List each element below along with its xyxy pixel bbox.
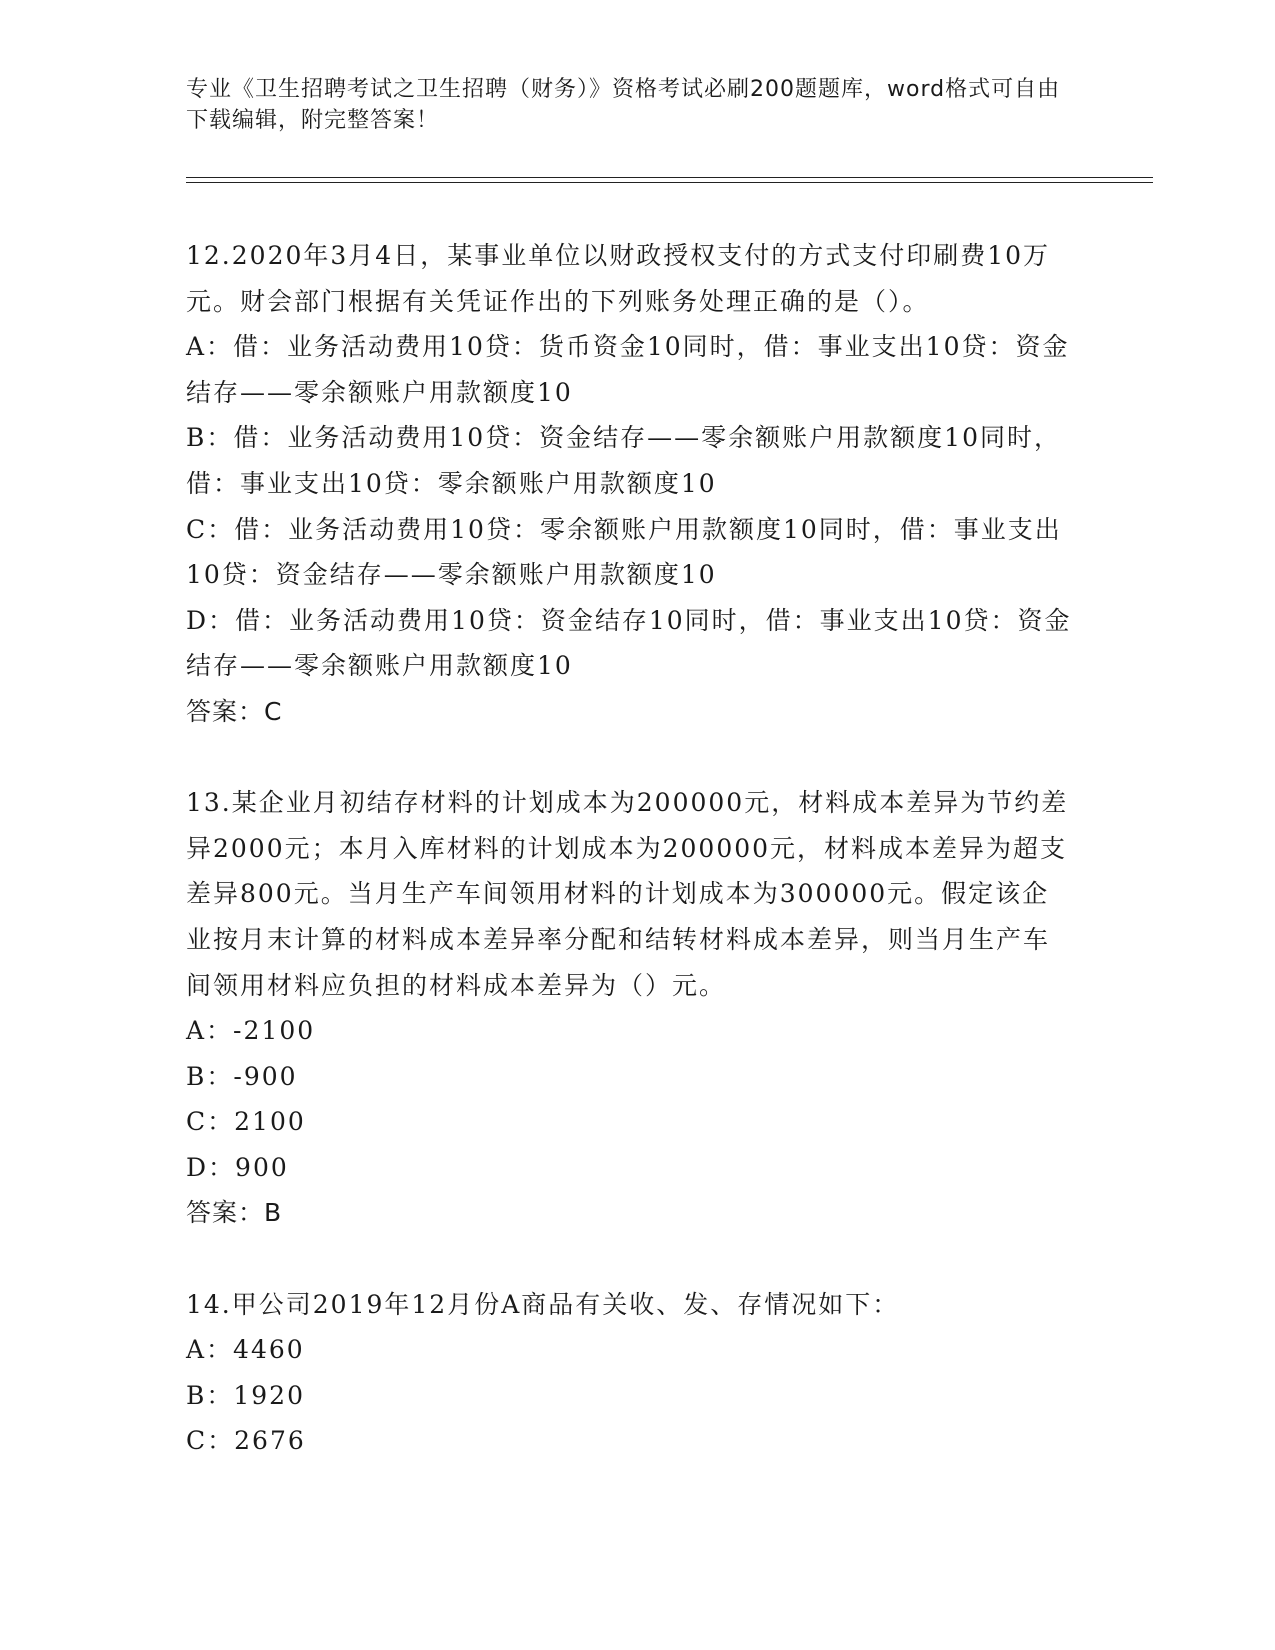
question-text: 13.某企业月初结存材料的计划成本为200000元，材料成本差异为节约差异2000元；本月入库材料的计划成本为200000元，材料成本差异为超支差异800元。当月生产车间领用材料的计划成本为300000元。假定该企业按月末计算的材料成本差异率分配和结转材料成本差异，则当月生产车间领用材料应负担的材料成本差异为（）元。: [186, 788, 1069, 1000]
answer: 答案：C: [186, 696, 283, 726]
answer: 答案：B: [186, 1198, 283, 1228]
option-b: B：-900: [186, 1061, 298, 1091]
option-a: A：借：业务活动费用10贷：货币资金10同时，借：事业支出10贷：资金结存——零余额账户用款额度10: [186, 332, 1070, 407]
question-text: 14.甲公司2019年12月份A商品有关收、发、存情况如下：: [186, 1289, 900, 1319]
option-d: D：900: [186, 1152, 289, 1182]
option-a: A：4460: [186, 1335, 305, 1365]
question-list: [186, 233, 1076, 1464]
question-text: 12.2020年3月4日，某事业单位以财政授权支付的方式支付印刷费10万元。财会部门根据有关凭证作出的下列账务处理正确的是（）。: [186, 241, 1051, 316]
question-12: [186, 233, 1076, 735]
header-rule-top: [186, 177, 1153, 178]
option-b: B：借：业务活动费用10贷：资金结存——零余额账户用款额度10同时，借：事业支出10贷：零余额账户用款额度10: [186, 423, 1061, 498]
document-header: 专业《卫生招聘考试之卫生招聘（财务）》资格考试必刷200题题库，word格式可自由下载编辑，附完整答案！: [186, 77, 1061, 133]
header-rule-bottom: [186, 182, 1153, 183]
option-c: C：2100: [186, 1107, 306, 1137]
option-c: C：2676: [186, 1426, 306, 1456]
option-c: C：借：业务活动费用10贷：零余额账户用款额度10同时，借：事业支出10贷：资金结存——零余额账户用款额度10: [186, 514, 1062, 590]
question-13: [186, 780, 1076, 1236]
option-d: D：借：业务活动费用10贷：资金结存10同时，借：事业支出10贷：资金结存——零余额账户用款额度10: [186, 605, 1072, 681]
option-b: B：1920: [186, 1380, 305, 1410]
question-14: [186, 1282, 1076, 1464]
option-a: A：-2100: [186, 1016, 316, 1046]
